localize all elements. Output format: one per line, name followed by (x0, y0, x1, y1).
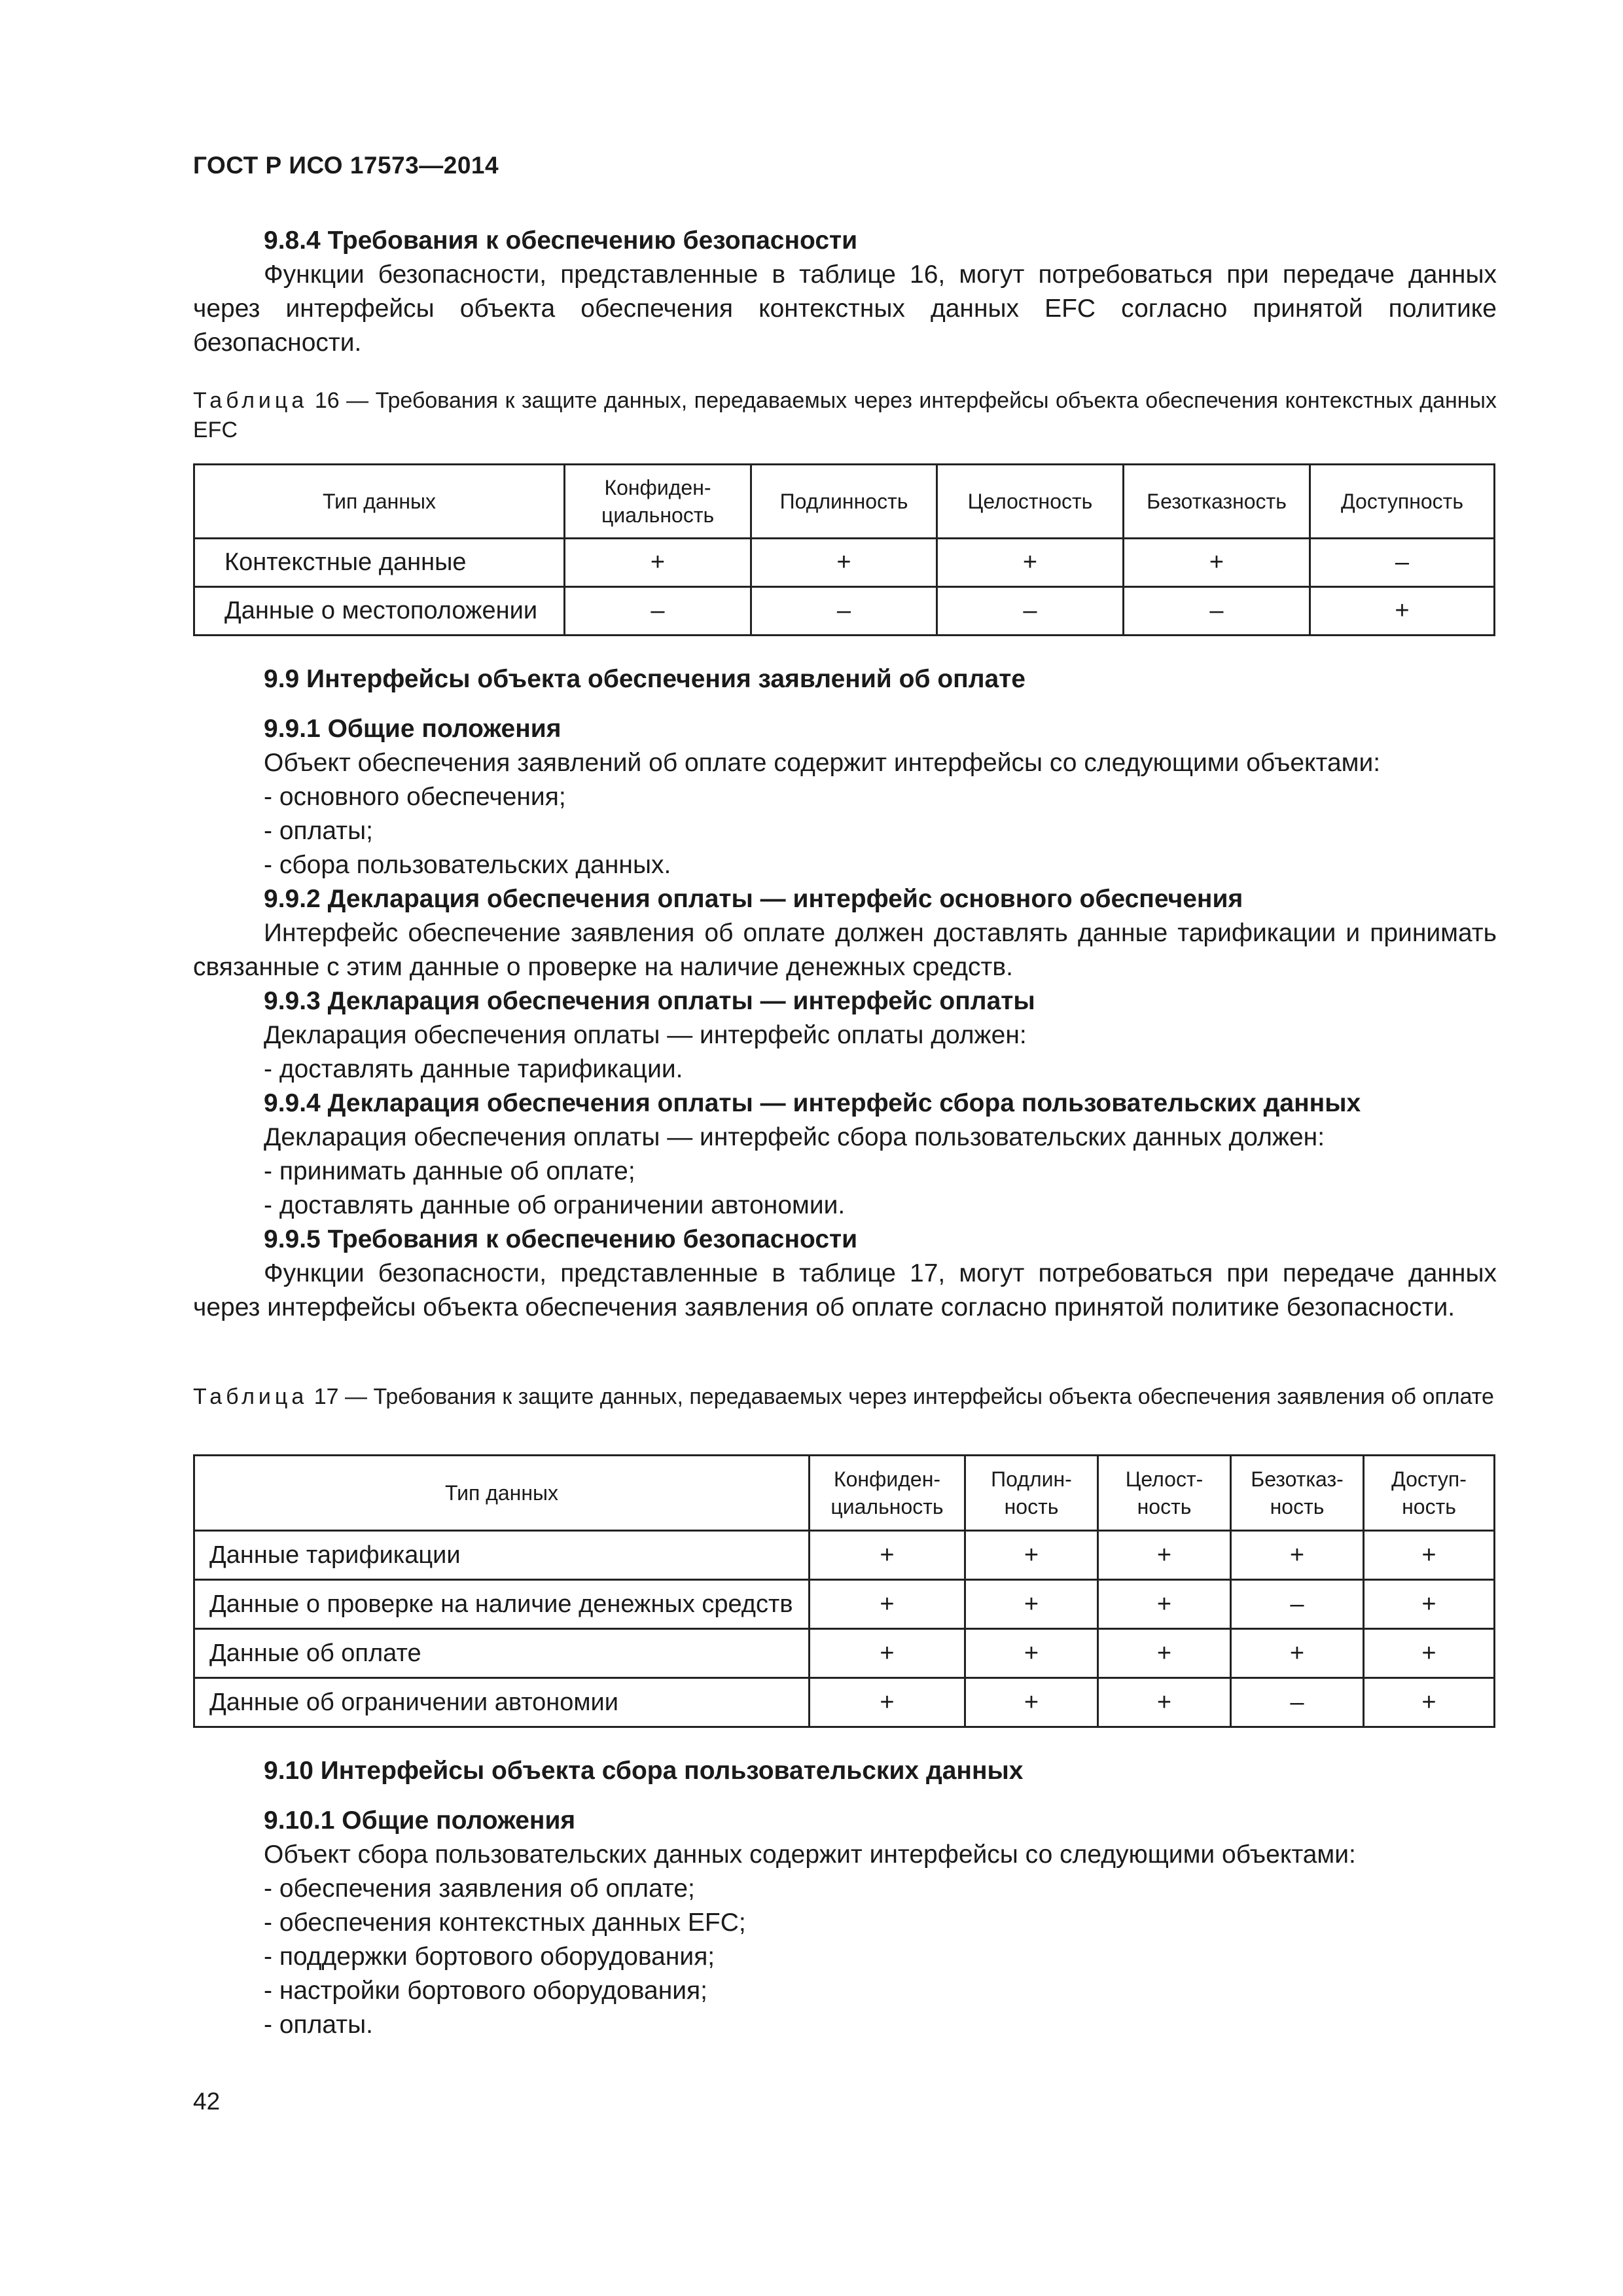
cell-value: + (810, 1531, 965, 1580)
cell-value: + (810, 1629, 965, 1678)
table-row (194, 1678, 1495, 1727)
cell-value: – (937, 587, 1124, 636)
list-item: - обеспечения контекстных данных EFC; (264, 1909, 746, 1937)
section-title: 9.9.1 Общие положения (264, 715, 562, 743)
cell-value: + (1098, 1678, 1231, 1727)
row-label: Данные о проверке на наличие денежных средств (194, 1580, 810, 1629)
cell-value: + (1231, 1629, 1364, 1678)
section-title: 9.8.4 Требования к обеспечению безопасности (264, 226, 858, 255)
table-header-row (194, 465, 1495, 539)
list-item: - обеспечения заявления об оплате; (264, 1874, 695, 1903)
paragraph: Объект сбора пользовательских данных содержит интерфейсы со следующими объектами: (264, 1840, 1356, 1869)
header-cell: Безотказ-ность (1231, 1456, 1364, 1531)
list-item: - оплаты; (264, 817, 373, 845)
cell-value: + (810, 1580, 965, 1629)
row-label: Данные об ограничении автономии (194, 1678, 810, 1727)
cell-value: + (565, 539, 751, 587)
row-label: Данные об оплате (194, 1629, 810, 1678)
cell-value: + (1098, 1531, 1231, 1580)
page-number: 42 (193, 2088, 221, 2115)
paragraph: Декларация обеспечения оплаты — интерфейс сбора пользовательских данных должен: (264, 1123, 1325, 1151)
cell-value: – (1310, 539, 1495, 587)
paragraph: Функции безопасности, представленные в таблице 16, могут потребоваться при передаче данных через интерфейсы объекта обеспечения контекстных данных EFC согласно принятой политике безопасности. (193, 260, 1497, 357)
cell-value: – (565, 587, 751, 636)
header-cell: Безотказность (1124, 465, 1310, 539)
table-16 (193, 463, 1495, 636)
table-17 (193, 1454, 1495, 1728)
list-item: - сбора пользовательских данных. (264, 851, 671, 879)
cell-value: + (1364, 1531, 1495, 1580)
cell-value: – (1231, 1678, 1364, 1727)
header-cell: Подлин-ность (965, 1456, 1098, 1531)
section-9-10-body (193, 1804, 1497, 2042)
cell-value: + (810, 1678, 965, 1727)
section-9-8-4 (193, 224, 1497, 360)
cell-value: + (1364, 1678, 1495, 1727)
paragraph: Интерфейс обеспечение заявления об оплате должен доставлять данные тарификации и принимать связанные с этим данные о проверке на наличие денежных средств. (193, 919, 1497, 981)
table-header-row (194, 1456, 1495, 1531)
caption-text: 16 — Требования к защите данных, передаваемых через интерфейсы объекта обеспечения контекстных данных EFC (193, 388, 1497, 442)
row-label: Данные тарификации (194, 1531, 810, 1580)
cell-value: + (965, 1580, 1098, 1629)
header-cell: Целостность (937, 465, 1124, 539)
cell-value: – (1231, 1580, 1364, 1629)
paragraph: Объект обеспечения заявлений об оплате содержит интерфейсы со следующими объектами: (264, 749, 1381, 777)
cell-value: + (965, 1629, 1098, 1678)
cell-value: + (965, 1678, 1098, 1727)
header-cell: Тип данных (194, 465, 565, 539)
caption-label: Таблица (193, 1384, 308, 1409)
section-title: 9.9.4 Декларация обеспечения оплаты — интерфейс сбора пользовательских данных (264, 1089, 1361, 1117)
header-cell: Конфиден-циальность (810, 1456, 965, 1531)
section-9-10 (193, 1754, 1497, 1788)
cell-value: + (1364, 1629, 1495, 1678)
cell-value: – (1124, 587, 1310, 636)
section-9-9 (193, 662, 1497, 696)
section-9-9-body (193, 712, 1497, 1325)
section-title: 9.9.2 Декларация обеспечения оплаты — интерфейс основного обеспечения (264, 885, 1243, 913)
table-16-caption (193, 386, 1497, 445)
section-title: 9.10 Интерфейсы объекта сбора пользовательских данных (264, 1757, 1024, 1785)
row-label: Контекстные данные (194, 539, 565, 587)
list-item: - доставлять данные тарификации. (264, 1055, 683, 1083)
list-item: - настройки бортового оборудования; (264, 1977, 707, 2005)
table-17-caption (193, 1382, 1497, 1412)
table-row (194, 539, 1495, 587)
document-header: ГОСТ Р ИСО 17573—2014 (193, 152, 499, 179)
caption-label: Таблица (193, 388, 308, 413)
section-title: 9.9.5 Требования к обеспечению безопасности (264, 1225, 858, 1253)
cell-value: + (937, 539, 1124, 587)
header-cell: Тип данных (194, 1456, 810, 1531)
header-cell: Конфиден-циальность (565, 465, 751, 539)
header-cell: Доступ-ность (1364, 1456, 1495, 1531)
list-item: - поддержки бортового оборудования; (264, 1943, 715, 1971)
section-title: 9.9.3 Декларация обеспечения оплаты — интерфейс оплаты (264, 987, 1035, 1015)
header-cell: Целост-ность (1098, 1456, 1231, 1531)
list-item: - основного обеспечения; (264, 783, 566, 811)
cell-value: + (1124, 539, 1310, 587)
list-item: - принимать данные об оплате; (264, 1157, 635, 1185)
cell-value: + (1098, 1629, 1231, 1678)
caption-text: 17 — Требования к защите данных, передаваемых через интерфейсы объекта обеспечения заявления об оплате (313, 1384, 1494, 1409)
table-row (194, 587, 1495, 636)
paragraph: Функции безопасности, представленные в таблице 17, могут потребоваться при передаче данных через интерфейсы объекта обеспечения заявления об оплате согласно принятой политике безопасности. (193, 1259, 1497, 1321)
cell-value: + (1364, 1580, 1495, 1629)
cell-value: + (751, 539, 937, 587)
cell-value: + (965, 1531, 1098, 1580)
section-title: 9.10.1 Общие положения (264, 1806, 576, 1835)
list-item: - оплаты. (264, 2011, 373, 2039)
cell-value: – (751, 587, 937, 636)
section-title: 9.9 Интерфейсы объекта обеспечения заявлений об оплате (264, 665, 1026, 693)
row-label: Данные о местоположении (194, 587, 565, 636)
list-item: - доставлять данные об ограничении автономии. (264, 1191, 846, 1219)
table-row (194, 1629, 1495, 1678)
cell-value: + (1098, 1580, 1231, 1629)
cell-value: + (1231, 1531, 1364, 1580)
header-cell: Подлинность (751, 465, 937, 539)
cell-value: + (1310, 587, 1495, 636)
paragraph: Декларация обеспечения оплаты — интерфейс оплаты должен: (264, 1021, 1027, 1049)
table-row (194, 1580, 1495, 1629)
table-row (194, 1531, 1495, 1580)
header-cell: Доступность (1310, 465, 1495, 539)
